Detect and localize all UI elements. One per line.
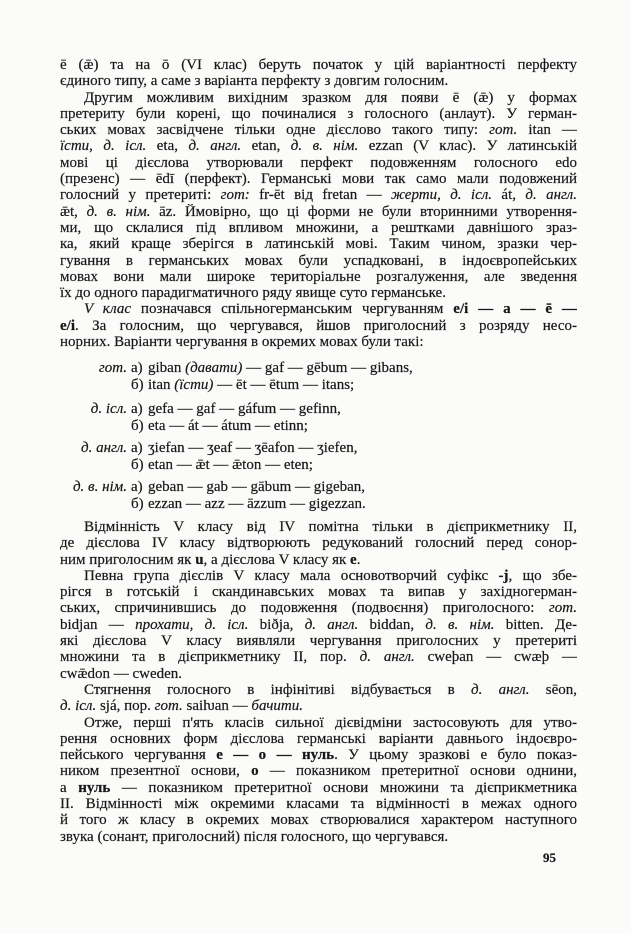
- text-run: cwǣdon — cweden.: [60, 665, 183, 682]
- text-line: [60, 285, 577, 301]
- example-forms: [148, 457, 313, 474]
- text-flow-bottom: [60, 519, 577, 845]
- text-run: itan: [148, 377, 175, 393]
- italic-text-run: д. англ.: [470, 681, 530, 698]
- text-run: ка, який краще зберігся в латинській мові. Таким чином, зразки чер-: [60, 236, 577, 253]
- bold-text-run: -j: [498, 567, 509, 584]
- paragraph: [60, 715, 577, 845]
- text-run: ezzan (V клас). У латинській: [358, 138, 577, 155]
- example-row: [60, 479, 577, 496]
- italic-text-run: (їсти): [174, 377, 214, 393]
- text-flow-top: [60, 57, 577, 350]
- italic-text-run: бачити.: [251, 698, 304, 715]
- example-forms: [148, 377, 354, 394]
- text-run: — показником претеритної основи однини,: [258, 763, 577, 780]
- italic-text-run: д. в. нім.: [290, 138, 359, 155]
- text-run: звука (сонант, приголосний) після голосного, що чергувався.: [60, 828, 449, 845]
- text-run: мовах вони мали широке територіальне розгалуження, але зведення: [60, 268, 577, 285]
- text-line: [60, 715, 577, 731]
- text-run: āz. Ймовірно, що ці форми не були вторинними утворення-: [150, 203, 577, 220]
- italic-text-run: д. в. нім.: [86, 203, 151, 220]
- italic-text-run: (давати): [185, 360, 243, 376]
- text-line: [60, 600, 577, 616]
- text-line: [60, 633, 577, 649]
- italic-text-run: жерти, д. ісл.: [391, 187, 493, 204]
- text-run: норних. Варіанти чергування в окремих мовах були такі:: [60, 334, 424, 351]
- bold-text-run: нуль: [78, 779, 111, 796]
- text-run: saiƕan —: [182, 698, 252, 715]
- variant-letter: а): [131, 440, 143, 456]
- text-run: — ēt — ētum — itans;: [213, 377, 355, 393]
- variant-letter: а): [131, 360, 143, 376]
- text-run: голосний у претериті:: [60, 187, 221, 204]
- variant-letter: б): [131, 377, 144, 393]
- text-run: geban — gab — gābum — gigeban,: [148, 479, 366, 495]
- text-run: які дієслова V класу виявляли чергування приголосних у претериті: [60, 633, 577, 650]
- text-line: [60, 698, 577, 714]
- text-run: позначався спільногерманським чергуванням: [131, 301, 454, 318]
- text-run: Відмінність V класу від IV помітна тільки в дієприкметнику II,: [84, 519, 577, 535]
- language-label: д. англ.: [81, 440, 127, 456]
- text-line: [60, 780, 577, 796]
- text-run: єдиного типу, а саме з варіанта перфекту з довгим голосним.: [60, 73, 449, 90]
- text-run: множини та в дієприкметнику II, пор.: [60, 649, 360, 666]
- text-line: [60, 57, 577, 73]
- text-line: [60, 796, 577, 812]
- text-line: [60, 763, 577, 779]
- text-line: [60, 155, 577, 171]
- text-run: а: [60, 779, 79, 796]
- text-run: їх до одного парадигматичного ряду явище суто германське.: [60, 285, 446, 302]
- bold-text-run: u: [195, 551, 204, 568]
- page-number: 95: [543, 850, 556, 865]
- bold-text-run: e/i — a — ē —: [453, 301, 577, 318]
- example-row: [60, 457, 577, 474]
- text-run: át,: [492, 187, 526, 204]
- italic-text-run: д. в. нім.: [425, 616, 495, 633]
- text-run: — gaf — gēbum — gibans,: [242, 360, 413, 376]
- text-run: . У цьому зразкові e було показ-: [334, 747, 577, 764]
- paragraph: [60, 57, 577, 90]
- text-run: ських, спричинившись до подовження (подвоєння) приголосного:: [60, 600, 549, 617]
- text-line: [60, 187, 577, 203]
- text-run: fr-ēt від fretan —: [249, 187, 392, 204]
- text-run: Певна група дієслів V класу мала основотворчий суфікс: [84, 567, 499, 584]
- variant-letter: а): [131, 401, 143, 417]
- paragraph: [60, 301, 577, 350]
- text-run: пейського чергування: [60, 747, 217, 764]
- text-run: й того ж класу в окремих мовах створювалися характером наступного: [60, 812, 577, 829]
- language-label: [60, 457, 127, 474]
- text-line: [60, 204, 577, 220]
- text-run: Стягнення голосного в інфінітиві відбувається в: [84, 681, 471, 698]
- bold-text-run: e: [350, 551, 357, 568]
- italic-text-run: гот.: [489, 122, 518, 139]
- text-line: [60, 747, 577, 763]
- italic-text-run: д. ісл.: [60, 698, 97, 715]
- example-row: [60, 377, 577, 394]
- text-line: [60, 568, 577, 584]
- text-run: ʒiefan — ʒeaf — ʒēafon — ʒiefen,: [148, 440, 358, 456]
- italic-text-run: д. англ.: [359, 649, 415, 666]
- text-line: [60, 552, 577, 568]
- italic-text-run: їсти, д. ісл.: [60, 138, 147, 155]
- text-run: eta,: [146, 138, 189, 155]
- bold-text-run: o: [251, 763, 259, 780]
- example-forms: [148, 479, 365, 496]
- text-line: [60, 106, 577, 122]
- text-line: [60, 519, 577, 535]
- text-run: ником презентної основи,: [60, 763, 252, 780]
- text-run: biðja,: [248, 616, 305, 633]
- italic-text-run: д. англ.: [188, 138, 242, 155]
- italic-text-run: гот.: [154, 698, 183, 715]
- text-run: гування в германських мовах були успадковані, в індоєвропейських: [60, 252, 577, 269]
- bold-text-run: e/i: [60, 317, 75, 334]
- italic-text-run: д. англ.: [304, 616, 359, 633]
- language-label: [60, 496, 127, 513]
- text-run: sēon,: [529, 681, 577, 698]
- text-run: — показником претеритної основи множини та дієприкметника: [110, 779, 577, 796]
- variant-letter: б): [131, 418, 144, 434]
- text-run: . За голосним, що чергувався, йшов приголосний з розряду несо-: [75, 317, 577, 334]
- example-row: [60, 440, 577, 457]
- text-run: де дієслова IV класу відтворюють редукований голосний перед сонор-: [60, 535, 577, 552]
- text-run: bidjan —: [60, 616, 136, 633]
- variant-letter: б): [131, 496, 144, 512]
- example-group: [60, 401, 577, 435]
- text-run: etan,: [241, 138, 291, 155]
- italic-text-run: прохати, д. ісл.: [135, 616, 249, 633]
- text-run: cweþan — cwæþ —: [414, 649, 577, 666]
- text-line: [60, 535, 577, 551]
- text-run: gefa — gaf — gáfum — gefinn,: [148, 401, 341, 417]
- example-forms: [148, 360, 413, 377]
- text-run: itan —: [517, 122, 577, 139]
- text-run: etan — ǣt — ǣton — eten;: [148, 457, 313, 473]
- text-line: [60, 269, 577, 285]
- text-line: [60, 318, 577, 334]
- example-group: [60, 360, 577, 394]
- text-line: [60, 253, 577, 269]
- example-row: [60, 401, 577, 418]
- italic-text-run: д. англ.: [525, 187, 577, 204]
- text-run: eta — át — átum — etinn;: [148, 418, 308, 434]
- text-run: рення основних форм дієслова германські варіанти давнього індоєвро-: [60, 730, 577, 747]
- text-line: [60, 236, 577, 252]
- language-label: гот.: [98, 360, 127, 376]
- text-line: [60, 812, 577, 828]
- text-line: [60, 122, 577, 138]
- text-run: ǣt,: [60, 203, 87, 220]
- example-forms: [148, 440, 357, 457]
- example-forms: [148, 401, 341, 418]
- italic-text-run: V клас: [84, 301, 132, 318]
- text-line: [60, 73, 577, 89]
- text-run: II. Відмінності між окремими класами та відмінності в межах одного: [60, 796, 577, 813]
- example-group: [60, 440, 577, 474]
- text-line: [60, 731, 577, 747]
- text-line: [60, 666, 577, 682]
- text-run: , а дієслова V класу як: [203, 551, 351, 568]
- text-run: Другим можливим вихідним зразком для появи ē (ǣ) у формах: [84, 89, 577, 106]
- text-run: biddan,: [358, 616, 426, 633]
- language-label: [60, 418, 127, 435]
- text-line: [60, 171, 577, 187]
- text-line: [60, 334, 577, 350]
- italic-text-run: гот.: [548, 600, 577, 617]
- paragraph: [60, 519, 577, 568]
- text-line: [60, 90, 577, 106]
- text-run: претериту були корені, що починалися з голосного (анлаут). У герман-: [60, 105, 577, 122]
- text-run: (презенс) — ēdī (перфект). Германські мови так само мали подовжений: [60, 171, 577, 188]
- example-group: [60, 479, 577, 513]
- language-label: д. в. нім.: [72, 479, 127, 495]
- example-row: [60, 496, 577, 513]
- text-line: [60, 829, 577, 845]
- text-run: sjá, пор.: [96, 698, 155, 715]
- variant-letter: б): [131, 457, 144, 473]
- text-run: мові ці дієслова утворювали перфект подовженням голосного edo: [60, 154, 577, 171]
- paragraph: [60, 682, 577, 715]
- text-run: bitten. Де-: [494, 616, 577, 633]
- text-line: [60, 649, 577, 665]
- language-label: [60, 377, 127, 394]
- text-run: Отже, перші п'ять класів сильної дієвідміни застосовують для утво-: [84, 714, 577, 731]
- text-line: [60, 301, 577, 317]
- text-run: ми, що склалися під впливом множини, а рештками давнішого зраз-: [60, 219, 577, 236]
- example-row: [60, 418, 577, 435]
- paragraph: [60, 90, 577, 302]
- language-label: д. ісл.: [90, 401, 127, 417]
- text-run: ських мовах засвідчене тільки одне дієслово такого типу:: [60, 122, 490, 139]
- example-row: [60, 360, 577, 377]
- text-run: рігся в готській і скандинавських мовах та випав у західногерман-: [60, 584, 577, 601]
- text-line: [60, 617, 577, 633]
- bold-text-run: e — o — нуль: [216, 747, 335, 764]
- paragraph: [60, 568, 577, 682]
- text-run: , що збе-: [508, 567, 577, 584]
- example-forms: [148, 496, 366, 513]
- text-run: ezzan — azz — āzzum — gigezzan.: [148, 496, 366, 512]
- text-line: [60, 682, 577, 698]
- variant-letter: а): [131, 479, 143, 495]
- example-forms: [148, 418, 308, 435]
- text-run: ним приголосним як: [60, 551, 196, 568]
- text-line: [60, 220, 577, 236]
- text-line: [60, 584, 577, 600]
- text-run: .: [356, 551, 361, 568]
- text-line: [60, 138, 577, 154]
- text-run: giban: [148, 360, 186, 376]
- text-run: ē (ǣ) та на ō (VI клас) беруть початок у цій варіантності перфекту: [60, 57, 577, 73]
- italic-text-run: гот:: [220, 187, 250, 204]
